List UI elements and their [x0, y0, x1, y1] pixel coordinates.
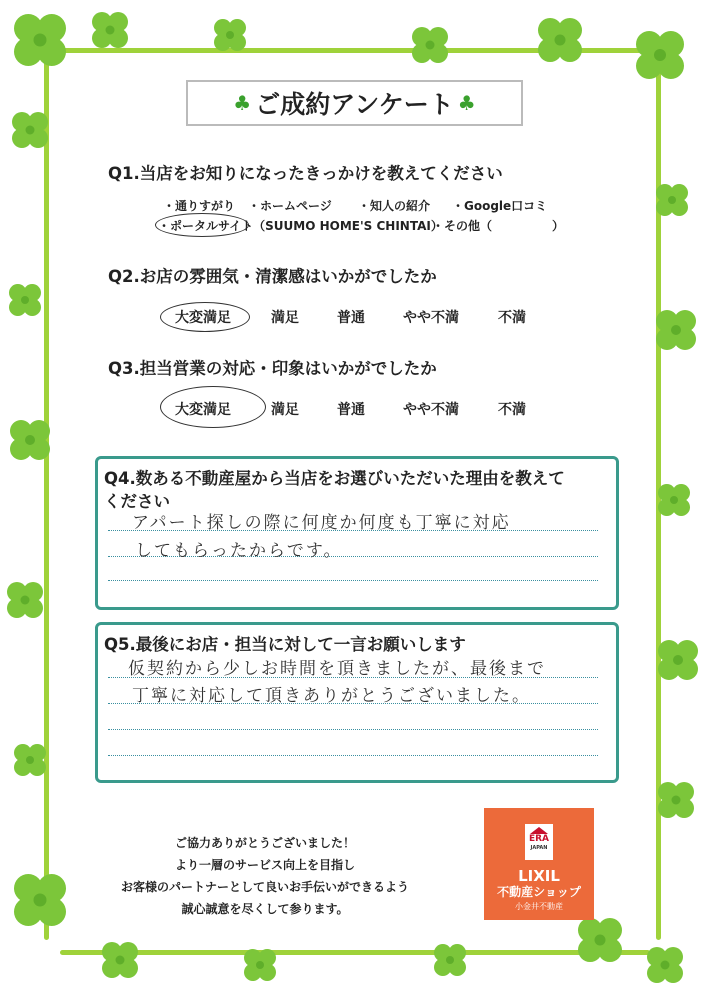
- q1-option-other: ・その他（ ）: [432, 219, 565, 233]
- clover-icon: ♣: [233, 91, 252, 115]
- answer-line: [108, 729, 598, 730]
- q5-answer-line2: 丁寧に対応して頂きありがとうございました。: [132, 686, 531, 706]
- logo-shop: 不動産ショップ: [497, 885, 581, 899]
- q2-rating: やや不満: [403, 310, 459, 326]
- thanks-line: お客様のパートナーとして良いお手伝いができるよう: [120, 880, 409, 894]
- clover-icon: ♣: [457, 91, 476, 115]
- q2-rating: 大変満足: [175, 310, 231, 326]
- logo-lixil: LIXIL: [518, 867, 560, 885]
- q5-answer-line1: 仮契約から少しお時間を頂きましたが、最後まで: [128, 659, 546, 679]
- q2-rating: 不満: [498, 310, 526, 326]
- q1-option-portal: ・ポータルサイト（SUUMO HOME'S CHINTAI）: [158, 219, 443, 233]
- thanks-line: より一層のサービス向上を目指し: [174, 858, 355, 872]
- thanks-message: [100, 832, 430, 920]
- q1-question: Q1.当店をお知りになったきっかけを教えてください: [108, 164, 503, 183]
- logo-branch: 小金井不動産: [515, 902, 563, 911]
- q2-question: Q2.お店の雰囲気・清潔感はいかがでしたか: [108, 267, 437, 286]
- lixil-logo: [484, 808, 594, 920]
- q3-rating: 普通: [337, 402, 365, 418]
- thanks-line: ご協力ありがとうございました！: [174, 836, 355, 850]
- q1-option: ・ホームページ: [248, 199, 332, 213]
- q4-answer-line1: アパート探しの際に何度か何度も丁寧に対応: [132, 513, 511, 533]
- q3-question: Q3.担当営業の対応・印象はいかがでしたか: [108, 359, 437, 378]
- page-title: [186, 80, 523, 126]
- q4-answer-line2: してもらったからです。: [135, 541, 343, 561]
- q4-question-line1: Q4.数ある不動産屋から当店をお選びいただいた理由を教えて: [104, 469, 565, 488]
- q5-question: Q5.最後にお店・担当に対して一言お願いします: [104, 635, 466, 654]
- q2-rating: 普通: [337, 310, 365, 326]
- q1-option: ・Google口コミ: [452, 199, 548, 213]
- q1-option: ・通りすがり: [163, 199, 236, 213]
- q3-rating: 満足: [271, 402, 299, 418]
- q2-rating: 満足: [271, 310, 299, 326]
- q3-rating: 不満: [498, 402, 526, 418]
- q4-question-line2: ください: [104, 492, 170, 511]
- era-logo-icon: ERA JAPAN: [525, 824, 553, 860]
- q3-rating: やや不満: [403, 402, 459, 418]
- q3-rating: 大変満足: [175, 402, 231, 418]
- title-text: ご成約アンケート: [255, 90, 454, 119]
- answer-line: [108, 755, 598, 756]
- thanks-line: 誠心誠意を尽くして参ります。: [181, 902, 349, 916]
- answer-line: [108, 580, 598, 581]
- q1-option: ・知人の紹介: [358, 199, 431, 213]
